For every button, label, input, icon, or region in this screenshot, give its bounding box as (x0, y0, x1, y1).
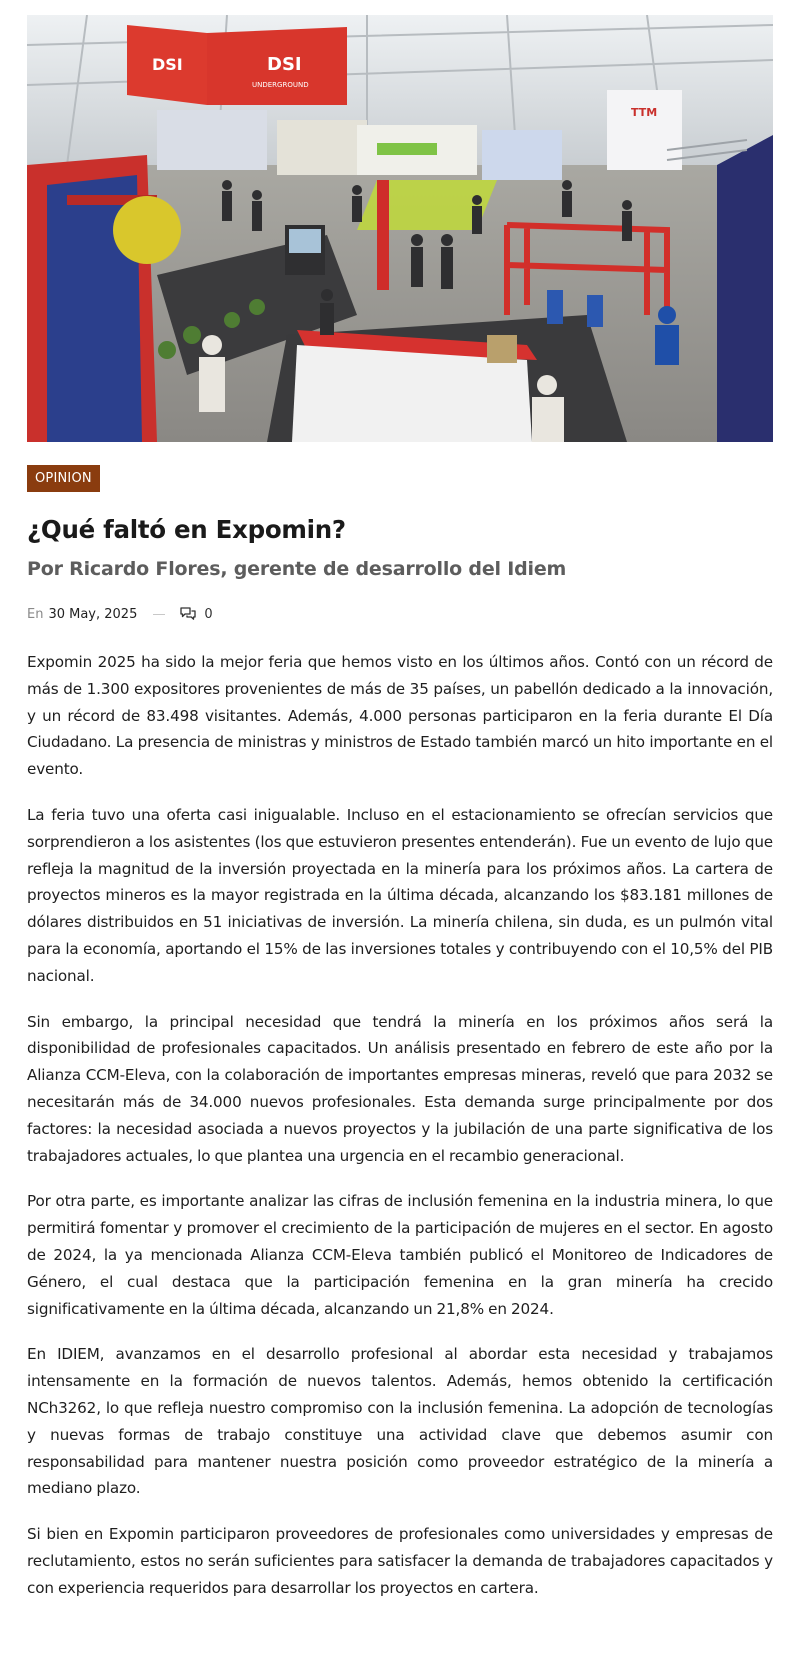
article-meta (27, 604, 773, 624)
article-title: ¿Qué faltó en Expomin? (27, 515, 346, 544)
sign-dsi-sub: UNDERGROUND (252, 81, 309, 89)
publish-date[interactable]: 30 May, 2025 (48, 606, 138, 622)
comment-icon[interactable] (179, 606, 197, 622)
paragraph: Si bien en Expomin participaron proveedores de profesionales como universidades y empresas de reclutamiento, estos no serán suficientes para satisfacer la demanda de trabajadores capacitados y con experiencia requeridos para desarrollar los proyectos en cartera. (27, 1525, 773, 1597)
article-subtitle: Por Ricardo Flores, gerente de desarrollo del Idiem (27, 558, 567, 580)
date-prefix: En (27, 606, 44, 622)
paragraph: Expomin 2025 ha sido la mejor feria que hemos visto en los últimos años. Contó con un récord de más de 1.300 expositores provenientes de más de 35 países, un pabellón dedicado a la innovación, y un récord de 83.498 visitantes. Además, 4.000 personas participaron en la feria durante El Día Ciudadano. La presencia de ministras y ministros de Estado también marcó un hito importante en el evento. (27, 653, 773, 779)
category-row (27, 465, 773, 492)
paragraph: Por otra parte, es importante analizar las cifras de inclusión femenina en la industria minera, lo que permitirá fomentar y promover el crecimiento de la participación de mujeres en el sector. En agosto de 2024, la ya mencionada Alianza CCM-Eleva también publicó el Monitoreo de Indicadores de Género, el cual destaca que la participación femenina en la gran minería ha crecido significativamente en la última década, alcanzando un 21,8% en 2024. (27, 1192, 773, 1318)
hero-image (27, 15, 773, 442)
paragraph: Sin embargo, la principal necesidad que tendrá la minería en los próximos años será la disponibilidad de profesionales capacitados. Un análisis presentado en febrero de este año por la Alianza CCM-Eleva, con la colaboración de importantes empresas mineras, reveló que para 2032 se necesitarán más de 34.000 nuevos profesionales. Esta demanda surge principalmente por dos factores: la necesidad asociada a nuevos proyectos y la jubilación de una parte significativa de los trabajadores actuales, lo que plantea una urgencia en el recambio generacional. (27, 1012, 773, 1165)
category-badge[interactable]: OPINION (27, 465, 100, 492)
comment-count[interactable]: 0 (204, 606, 213, 622)
article-body (27, 649, 773, 1602)
sign-dsi-right: DSI (267, 54, 302, 75)
paragraph: En IDIEM, avanzamos en el desarrollo profesional al abordar esta necesidad y trabajamos intensamente en la formación de nuevos talentos. Además, hemos obtenido la certificación NCh3262, lo que refleja nuestro compromiso con la inclusión femenina. La adopción de tecnologías y nuevas formas de trabajo constituye una actividad clave que debemos asumir con responsabilidad para mantener nuestra posición como proveedor estratégico de la minería a mediano plazo. (27, 1345, 773, 1498)
sign-ttm: TTM (631, 106, 658, 119)
sign-dsi-left: DSI (152, 55, 183, 74)
paragraph: La feria tuvo una oferta casi inigualable. Incluso en el estacionamiento se ofrecían servicios que sorprendieron a los asistentes (los que estuvieron presentes entenderán). Fue un evento de lujo que refleja la magnitud de la inversión proyectada en la minería para los próximos años. La cartera de proyectos mineros es la mayor registrada en la última década, alcanzando los $83.181 millones de dólares distribuidos en 51 iniciativas de inversión. La minería chilena, sin duda, es un pulmón vital para la economía, aportando el 15% de las inversiones totales y contribuyendo con el 10,5% del PIB nacional. (27, 805, 773, 985)
meta-separator (153, 614, 165, 615)
